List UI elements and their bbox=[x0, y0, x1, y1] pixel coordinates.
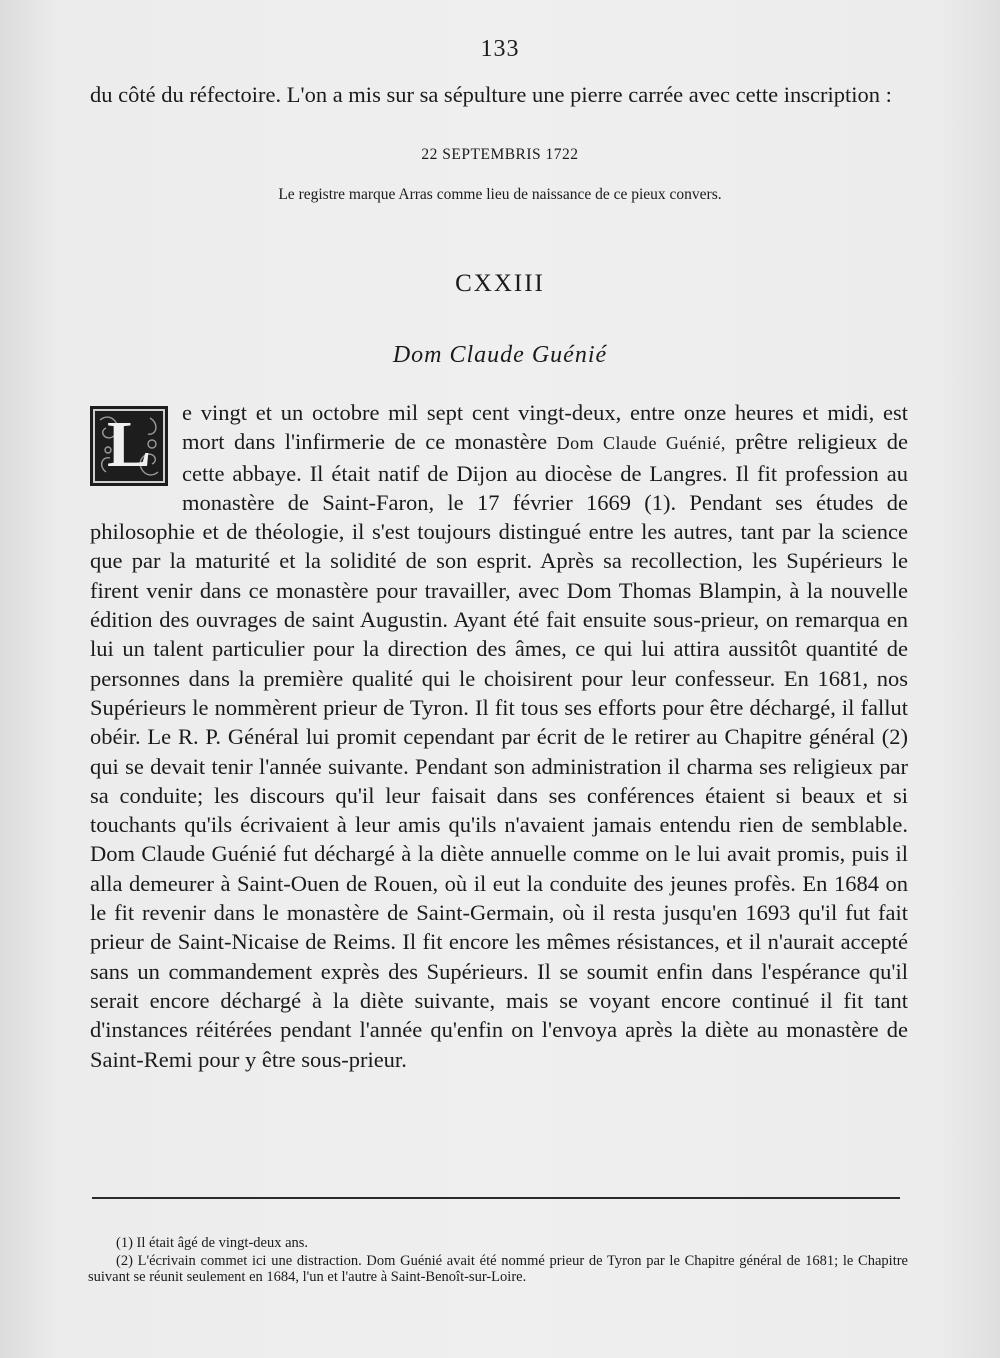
main-text-rest: prêtre religieux de cette abbaye. Il était natif de Dijon au diocèse de Langres. Il fit profession au monastère de Saint-Faron, le 17 février 1669 (1). Pendant ses études de philosophie et de théologie, il s'est toujours distingué entre les autres, tant par la science que par la maturité et la solidité de son esprit. Après sa recollection, les Supérieurs le firent venir dans ce monastère pour travailler, avec Dom Thomas Blampin, à la nouvelle édition des ouvrages de saint Augustin. Ayant été fait ensuite sous-prieur, on remarqua en lui un talent particulier pour la direction des âmes, ce qui lui attira aussitôt quantité de personnes dans la première qualité qui le choisirent pour leur confesseur. En 1681, nos Supérieurs le nommèrent prieur de Tyron. Il fit tous ses efforts pour être déchargé, il fallut obéir. Le R. P. Général lui promit cependant par écrit de le retirer au Chapitre général (2) qui se devait tenir l'année suivante. Pendant son administration il charma ses religieux par sa conduite; les discours qu'il leur faisait dans ses conférences étaient si beaux et si touchants qu'ils écrivaient à leur amis qu'ils n'avaient jamais entendu rien de semblable. Dom Claude Guénié fut déchargé à la diète annuelle comme on le lui avait promis, puis il alla demeurer à Saint-Ouen de Rouen, où il eut la conduite des jeunes profès. En 1684 on le fit revenir dans le monastère de Saint-Germain, où il resta jusqu'en 1693 qu'il fut fait prieur de Saint-Nicaise de Reims. Il fit encore les mêmes résistances, et il n'aurait accepté sans un commandement exprès des Supérieurs. Il se soumit enfin dans l'espérance qu'il serait encore déchargé à la diète suivante, mais se voyant encore continué il fit tant d'instances réitérées pendant l'année qu'enfin on l'envoya après la diète au monastère de Saint-Remi pour y être sous-prieur. bbox=[90, 429, 909, 1072]
footnote-2: (2) L'écrivain commet ici une distraction. Dom Guénié avait été nommé prieur de Tyron par le Chapitre général de 1681; le Chapitre suivant se réunit seulement en 1684, l'un et l'autre à Saint-Benoît-sur-Loire. bbox=[88, 1252, 908, 1285]
footnote-1: (1) Il était âgé de vingt-deux ans. bbox=[116, 1235, 309, 1251]
dropcap-letter: L bbox=[106, 408, 152, 481]
main-text-opening: e vingt et un octobre mil sept cent vingt-deux, entre onze heures et midi, est mort dans l'infirmerie de ce monastère bbox=[182, 400, 908, 455]
chapter-title: Dom Claude Guénié bbox=[392, 342, 608, 368]
footnote-rule bbox=[92, 1197, 900, 1199]
inscription-text: 22 SEPTEMBRIS 1722 bbox=[421, 146, 579, 163]
main-paragraph bbox=[90, 398, 908, 1074]
page-number: 133 bbox=[480, 36, 520, 62]
continuation-paragraph: du côté du réfectoire. L'on a mis sur sa sépulture une pierre carrée avec cette inscription : bbox=[90, 82, 892, 107]
chapter-number: CXXIII bbox=[455, 270, 545, 297]
person-name-smallcaps: Dom Claude Guénié, bbox=[556, 433, 726, 454]
footnotes bbox=[88, 1235, 908, 1286]
register-note: Le registre marque Arras comme lieu de naissance de ce pieux convers. bbox=[278, 186, 722, 203]
ornamental-dropcap bbox=[90, 406, 168, 486]
